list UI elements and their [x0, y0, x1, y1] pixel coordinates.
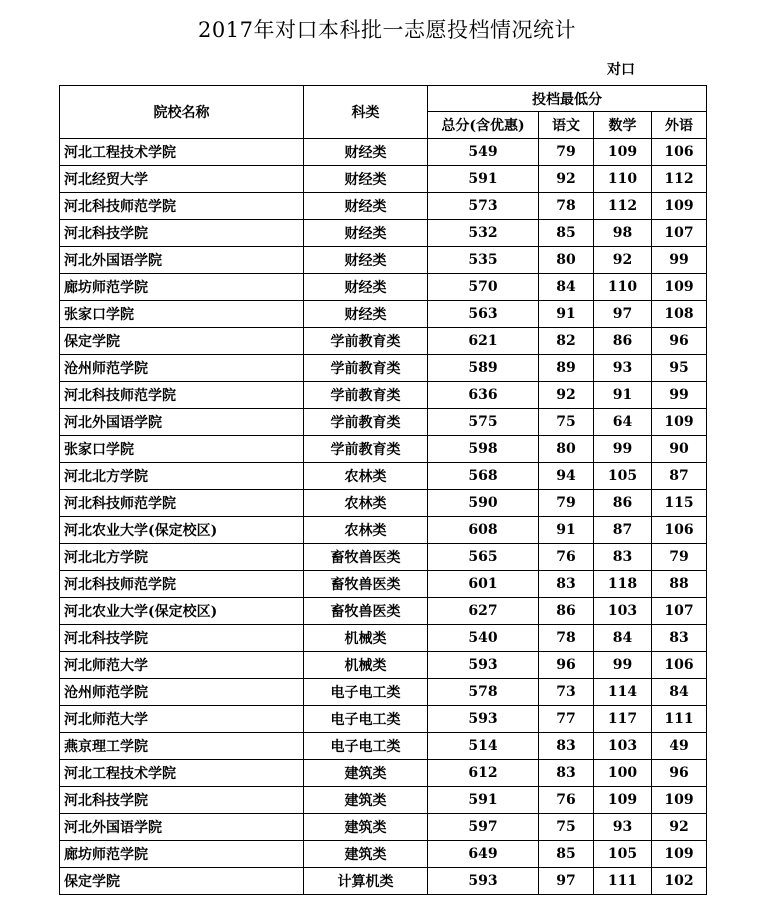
english-cell: 109 [652, 787, 707, 814]
category-cell: 财经类 [304, 301, 428, 328]
english-cell: 106 [652, 517, 707, 544]
school-cell: 保定学院 [60, 868, 304, 895]
chinese-cell: 83 [539, 733, 594, 760]
chinese-cell: 75 [539, 409, 594, 436]
total-cell: 563 [428, 301, 539, 328]
math-cell: 86 [594, 328, 652, 355]
english-cell: 106 [652, 139, 707, 166]
total-cell: 593 [428, 868, 539, 895]
category-cell: 学前教育类 [304, 409, 428, 436]
total-cell: 549 [428, 139, 539, 166]
chinese-cell: 94 [539, 463, 594, 490]
english-cell: 111 [652, 706, 707, 733]
table-row [60, 652, 707, 679]
math-cell: 105 [594, 463, 652, 490]
chinese-cell: 79 [539, 490, 594, 517]
table-row [60, 436, 707, 463]
math-cell: 105 [594, 841, 652, 868]
table-row [60, 571, 707, 598]
chinese-cell: 86 [539, 598, 594, 625]
english-cell: 112 [652, 166, 707, 193]
english-cell: 95 [652, 355, 707, 382]
table-body [60, 139, 707, 895]
math-cell: 112 [594, 193, 652, 220]
school-cell: 张家口学院 [60, 301, 304, 328]
math-cell: 99 [594, 652, 652, 679]
category-cell: 畜牧兽医类 [304, 598, 428, 625]
english-cell: 87 [652, 463, 707, 490]
school-cell: 张家口学院 [60, 436, 304, 463]
math-cell: 64 [594, 409, 652, 436]
math-cell: 93 [594, 814, 652, 841]
table-row [60, 679, 707, 706]
total-cell: 636 [428, 382, 539, 409]
table-row [60, 706, 707, 733]
math-cell: 92 [594, 247, 652, 274]
total-cell: 593 [428, 706, 539, 733]
school-cell: 河北北方学院 [60, 463, 304, 490]
total-cell: 565 [428, 544, 539, 571]
header-category: 科类 [304, 86, 428, 139]
total-cell: 575 [428, 409, 539, 436]
table-row [60, 166, 707, 193]
math-cell: 83 [594, 544, 652, 571]
category-cell: 财经类 [304, 166, 428, 193]
chinese-cell: 92 [539, 382, 594, 409]
category-cell: 建筑类 [304, 841, 428, 868]
english-cell: 49 [652, 733, 707, 760]
category-cell: 财经类 [304, 274, 428, 301]
chinese-cell: 78 [539, 625, 594, 652]
math-cell: 91 [594, 382, 652, 409]
chinese-cell: 85 [539, 220, 594, 247]
english-cell: 107 [652, 220, 707, 247]
category-cell: 财经类 [304, 247, 428, 274]
chinese-cell: 84 [539, 274, 594, 301]
english-cell: 92 [652, 814, 707, 841]
category-cell: 畜牧兽医类 [304, 544, 428, 571]
chinese-cell: 97 [539, 868, 594, 895]
total-cell: 612 [428, 760, 539, 787]
english-cell: 88 [652, 571, 707, 598]
chinese-cell: 91 [539, 301, 594, 328]
chinese-cell: 83 [539, 571, 594, 598]
math-cell: 103 [594, 598, 652, 625]
chinese-cell: 79 [539, 139, 594, 166]
table-row [60, 868, 707, 895]
table-row [60, 355, 707, 382]
chinese-cell: 76 [539, 787, 594, 814]
category-cell: 电子电工类 [304, 733, 428, 760]
school-cell: 河北农业大学(保定校区) [60, 517, 304, 544]
table-row [60, 328, 707, 355]
category-cell: 机械类 [304, 652, 428, 679]
total-cell: 570 [428, 274, 539, 301]
english-cell: 84 [652, 679, 707, 706]
math-cell: 114 [594, 679, 652, 706]
school-cell: 河北经贸大学 [60, 166, 304, 193]
total-cell: 593 [428, 652, 539, 679]
school-cell: 河北外国语学院 [60, 814, 304, 841]
school-cell: 河北工程技术学院 [60, 760, 304, 787]
english-cell: 109 [652, 193, 707, 220]
school-cell: 河北科技学院 [60, 625, 304, 652]
math-cell: 110 [594, 274, 652, 301]
math-cell: 110 [594, 166, 652, 193]
chinese-cell: 89 [539, 355, 594, 382]
category-cell: 机械类 [304, 625, 428, 652]
school-cell: 河北师范大学 [60, 706, 304, 733]
chinese-cell: 85 [539, 841, 594, 868]
header-total: 总分(含优惠) [428, 112, 539, 139]
chinese-cell: 91 [539, 517, 594, 544]
table-row [60, 274, 707, 301]
total-cell: 589 [428, 355, 539, 382]
table-row [60, 301, 707, 328]
english-cell: 106 [652, 652, 707, 679]
header-school: 院校名称 [60, 86, 304, 139]
english-cell: 109 [652, 274, 707, 301]
school-cell: 河北科技师范学院 [60, 193, 304, 220]
chinese-cell: 82 [539, 328, 594, 355]
school-cell: 河北工程技术学院 [60, 139, 304, 166]
table-row [60, 193, 707, 220]
total-cell: 649 [428, 841, 539, 868]
chinese-cell: 77 [539, 706, 594, 733]
english-cell: 99 [652, 382, 707, 409]
category-cell: 财经类 [304, 193, 428, 220]
category-cell: 电子电工类 [304, 679, 428, 706]
math-cell: 109 [594, 139, 652, 166]
total-cell: 591 [428, 787, 539, 814]
header-min-score-group: 投档最低分 [428, 86, 707, 112]
math-cell: 103 [594, 733, 652, 760]
category-cell: 学前教育类 [304, 328, 428, 355]
table-row [60, 544, 707, 571]
school-cell: 河北科技学院 [60, 787, 304, 814]
english-cell: 90 [652, 436, 707, 463]
total-cell: 568 [428, 463, 539, 490]
total-cell: 514 [428, 733, 539, 760]
math-cell: 98 [594, 220, 652, 247]
math-cell: 97 [594, 301, 652, 328]
math-cell: 99 [594, 436, 652, 463]
header-chinese: 语文 [539, 112, 594, 139]
math-cell: 117 [594, 706, 652, 733]
school-cell: 河北北方学院 [60, 544, 304, 571]
school-cell: 河北科技学院 [60, 220, 304, 247]
category-cell: 农林类 [304, 463, 428, 490]
total-cell: 597 [428, 814, 539, 841]
table-row [60, 490, 707, 517]
math-cell: 93 [594, 355, 652, 382]
total-cell: 590 [428, 490, 539, 517]
table-row [60, 409, 707, 436]
school-cell: 河北外国语学院 [60, 409, 304, 436]
category-cell: 财经类 [304, 220, 428, 247]
total-cell: 601 [428, 571, 539, 598]
page-title: 2017年对口本科批一志愿投档情况统计 [198, 18, 576, 42]
table-row [60, 598, 707, 625]
table-row [60, 220, 707, 247]
math-cell: 118 [594, 571, 652, 598]
header-math: 数学 [594, 112, 652, 139]
math-cell: 109 [594, 787, 652, 814]
table-row [60, 760, 707, 787]
school-cell: 沧州师范学院 [60, 679, 304, 706]
english-cell: 108 [652, 301, 707, 328]
english-cell: 107 [652, 598, 707, 625]
english-cell: 83 [652, 625, 707, 652]
math-cell: 87 [594, 517, 652, 544]
chinese-cell: 73 [539, 679, 594, 706]
school-cell: 保定学院 [60, 328, 304, 355]
math-cell: 111 [594, 868, 652, 895]
chinese-cell: 92 [539, 166, 594, 193]
school-cell: 河北农业大学(保定校区) [60, 598, 304, 625]
math-cell: 86 [594, 490, 652, 517]
school-cell: 廊坊师范学院 [60, 841, 304, 868]
chinese-cell: 80 [539, 247, 594, 274]
table-row [60, 139, 707, 166]
total-cell: 532 [428, 220, 539, 247]
english-cell: 96 [652, 328, 707, 355]
category-cell: 建筑类 [304, 814, 428, 841]
total-cell: 591 [428, 166, 539, 193]
category-cell: 学前教育类 [304, 355, 428, 382]
table-row [60, 463, 707, 490]
total-cell: 573 [428, 193, 539, 220]
english-cell: 109 [652, 409, 707, 436]
category-cell: 建筑类 [304, 787, 428, 814]
english-cell: 115 [652, 490, 707, 517]
school-cell: 燕京理工学院 [60, 733, 304, 760]
category-cell: 计算机类 [304, 868, 428, 895]
category-cell: 农林类 [304, 490, 428, 517]
chinese-cell: 83 [539, 760, 594, 787]
chinese-cell: 96 [539, 652, 594, 679]
table-row [60, 787, 707, 814]
chinese-cell: 80 [539, 436, 594, 463]
total-cell: 578 [428, 679, 539, 706]
header-english: 外语 [652, 112, 707, 139]
admission-table [59, 85, 707, 895]
english-cell: 102 [652, 868, 707, 895]
school-cell: 河北外国语学院 [60, 247, 304, 274]
table-row [60, 733, 707, 760]
category-cell: 财经类 [304, 139, 428, 166]
table-row [60, 247, 707, 274]
school-cell: 沧州师范学院 [60, 355, 304, 382]
english-cell: 96 [652, 760, 707, 787]
table-row [60, 517, 707, 544]
total-cell: 608 [428, 517, 539, 544]
school-cell: 廊坊师范学院 [60, 274, 304, 301]
category-cell: 建筑类 [304, 760, 428, 787]
category-cell: 学前教育类 [304, 436, 428, 463]
category-cell: 电子电工类 [304, 706, 428, 733]
total-cell: 540 [428, 625, 539, 652]
total-cell: 598 [428, 436, 539, 463]
school-cell: 河北科技师范学院 [60, 571, 304, 598]
english-cell: 99 [652, 247, 707, 274]
table-row [60, 382, 707, 409]
english-cell: 79 [652, 544, 707, 571]
math-cell: 84 [594, 625, 652, 652]
school-cell: 河北科技师范学院 [60, 382, 304, 409]
total-cell: 621 [428, 328, 539, 355]
page-subtitle: 对口 [607, 62, 635, 78]
school-cell: 河北师范大学 [60, 652, 304, 679]
chinese-cell: 76 [539, 544, 594, 571]
chinese-cell: 78 [539, 193, 594, 220]
category-cell: 学前教育类 [304, 382, 428, 409]
table-row [60, 625, 707, 652]
math-cell: 100 [594, 760, 652, 787]
total-cell: 535 [428, 247, 539, 274]
table-row [60, 814, 707, 841]
table-row [60, 841, 707, 868]
category-cell: 农林类 [304, 517, 428, 544]
english-cell: 109 [652, 841, 707, 868]
category-cell: 畜牧兽医类 [304, 571, 428, 598]
total-cell: 627 [428, 598, 539, 625]
school-cell: 河北科技师范学院 [60, 490, 304, 517]
chinese-cell: 75 [539, 814, 594, 841]
